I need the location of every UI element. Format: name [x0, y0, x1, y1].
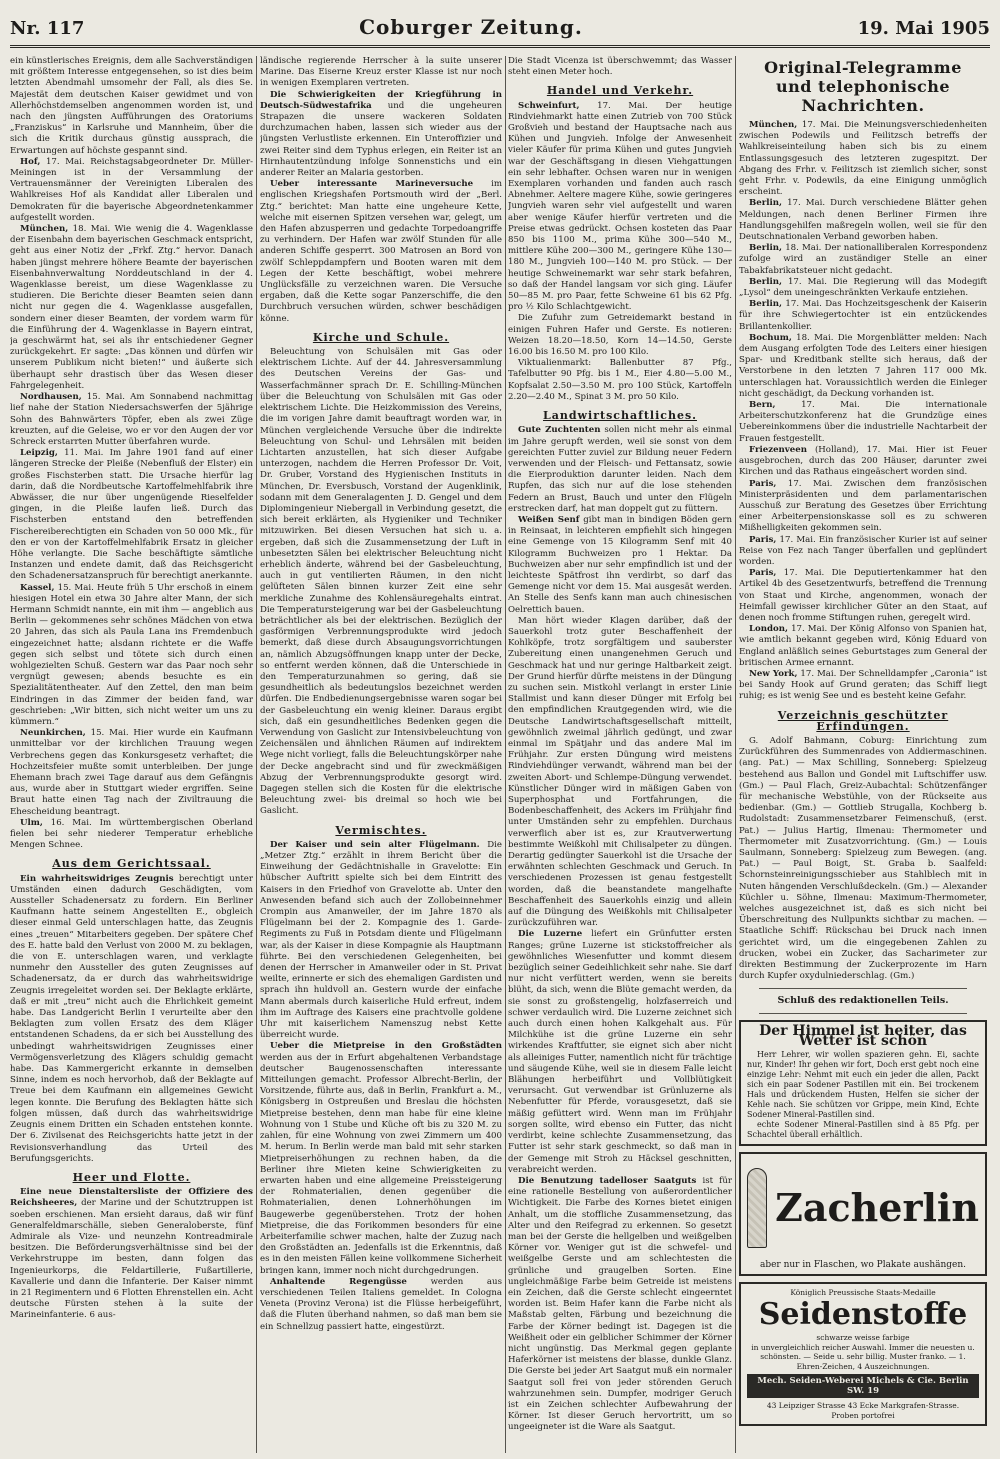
article-heading: Der Kaiser und sein alter Flügelmann.: [270, 839, 480, 850]
article-text: G. Adolf Bahmann, Coburg: Einrichtung zum Zurückführen des Summenrades von Addiermaschinen. (ang. Pat.) — Max Schilling, Sonneberg: Spielzeug bestehend aus Ballon und Gondel mit Luftschiffer usw. (Gm.) — Paul Flach, Greiz-Aubachtal: Schützenfänger für mechanische Webstühle, von der Rückseite aus bedienbar. (Gm.) — Gottlieb Strugalla, Kochberg b. Rudolstadt: Zusammensetzbarer Feimenschuß, (erst. Pat.) — Julius Hartig, Ilmenau: Thermometer und Thermometer mit Zusatzvorrichtung. (Gm.) — Louis Saulmann, Sonneberg: Spielzeug zum Bewegen. (ang. Pat.) — Paul Boigt, St. Graba b. Saalfeld: Schornsteinreinigungsschieber aus Stahlblech mit in Nuten hängenden Verschlußdeckeln. (Gm.) — Alexander Küchler u. Söhne, Ilmenau: Maximum-Thermometer, welches ausgezeichnet ist, daß es sich nicht bei Überschreitung des Nullpunkts sichtbar zu machen. — Staatliche Schiff: Rückschau bei Druck nach innen gerichtet wird, um die eingegebenen Zahlen zu drucken, wobei ein Zucker, das Sacharimeter zur direkten Bestimmung der Zuckerprozente im Harn durch Kupfer oxydulniederschlag. (Gm.): [739, 735, 987, 982]
place-heading: Leipzig,: [20, 448, 58, 459]
column-2: [260, 56, 502, 1453]
news-item: Hof, 17. Mai. Reichstagsabgeordneter Dr. Müller-Meiningen ist in der Versammlung der Vertrauensmänner der Vereinigten Liberalen des Wahlkreises Hof als Kandidat aller Liberalen und Demokraten für die bayerische Abgeordnetenkammer aufgestellt worden.: [10, 156, 253, 223]
place-heading: Nordhausen,: [20, 392, 82, 403]
ad-note: Proben portofrei: [831, 1410, 895, 1420]
place-heading: Ulm,: [20, 817, 43, 828]
ad-text: in unvergleichlich reicher Auswahl. Immer die neuesten u. schönsten. — Seide u. sehr billig. Muster franko. — 1. Ehren-Zeichen, 4 Auszeichnungen.: [751, 1342, 975, 1371]
news-item: Neunkirchen, 15. Mai. Hier wurde ein Kaufmann unmittelbar vor der kirchlichen Trauung wegen Verbrechens gegen das Konkursgesetz verhaftet; die Hochzeitsfeier mußte somit unterbleiben. Der junge Ehemann brach zwei Tage darauf aus dem Gefängnis aus, wurde aber in Stuttgart wieder ergriffen. Seine Braut hatte einen Tag nach der Ziviltrauung die Ehescheidung beantragt.: [10, 728, 253, 817]
place-heading: Hof,: [20, 156, 41, 167]
article-heading: Ein wahrheitswidriges Zeugnis: [20, 873, 174, 884]
news-item: Nordhausen, 15. Mai. Am Sonnabend nachmittag lief nahe der Station Niedersachswerfen der 5jährige Sohn des Bahnwärters Töpfer, eben als zwei Züge kreuzten, auf die Geleise, wo er vor den Augen der vor Schreck erstarrten Mutter überfahren wurde.: [10, 392, 253, 447]
column-4: [739, 56, 987, 1453]
article-heading: Gute Zuchtenten: [518, 425, 601, 436]
ad-brand-name: Seidenstoffe: [758, 1297, 968, 1333]
news-item: Weißen Senf gibt man in bindigen Böden gern in Reinsaat, in leichteren empfiehlt sich hingegen eine Gemenge von 15 Kilogramm Senf mit 40 Kilogramm Buchweizen pro 1 Hektar. Da Buchweizen aber nur sehr empfindlich ist und der leichteste Spätfrost ihn verdirbt, so darf das Gemenge nicht vor dem 15. Mai ausgesät werden. An Stelle des Senfs kann man auch chinesischen Oelrettich bauen.: [508, 514, 732, 615]
article-heading: Die Luzerne: [518, 929, 583, 940]
place-heading: Schweinfurt,: [518, 100, 580, 111]
section-heading-agriculture: Landwirtschaftliches.: [543, 409, 697, 423]
article-text: Man hört wieder Klagen darüber, daß der Sauerkohl trotz guter Beschaffenheit der Kohlköpfe, trotz sorgfältigem und sauberster Zubereitung einen unangenehmen Geruch und Geschmack hat und nur geringe Haltbarkeit zeigt. Der Grund hierfür dürfte meistens in der Düngung zu suchen sein. Mistkohl verlangt in erster Linie Stallmist und kann dieser Dünger mit Erfolg bei den empfindlichen Krautgegenden wird, wie die Deutsche Landwirtschaftsgesellschaft mitteilt, gewöhnlich zweimal jährlich gedüngt, und zwar einmal im Spätjahr und das andere Mal im Frühjahr. Zur ersten Düngung wird meistens Rindviehdünger verwandt, während man bei der zweiten Abort- und Schlempe-Düngung verwendet. Künstlicher Dünger wird in mäßigen Gaben von Superphosphat und Fortfahrungen, die Bodenbeschaffenheit, des Ackers im Frühjahr find unter Umständen sehr zu empfehlen. Durchaus verwerflich aber ist es, zur Krautverwertung bestimmte Weißkohl mit Chilisalpeter zu düngen. Derartig gedüngter Sauerkohl ist die Ursache der erwähnten schlechten Geschmack und Geruch. In verschiedenen Prozessen ist genau festgestellt worden, daß die beanstandete mangelhafte Beschaffenheit des Sauerkohls einzig und allein auf die Düngung des Weißkohls mit Chilisalpeter zurückzuführen war.: [508, 615, 732, 929]
place-heading: München,: [749, 120, 798, 130]
advertisement-sodener: [739, 1020, 987, 1146]
place-heading: München,: [20, 224, 69, 235]
news-item: Ueber die Mietpreise in den Großstädten werden aus der in Erfurt abgehaltenen Verbandstage deutscher Baugenossenschaften interessante Mitteilungen gemacht. Professor Albrecht-Berlin, der Vorsitzende, führte aus, daß in Berlin, Frankfurt a. M., Königsberg in Ostpreußen und Breslau die höchsten Mietpreise bestehen, denn man habe für eine kleine Wohnung von 1 Stube und Küche oft bis zu 320 M. zu zahlen, für eine Wohnung von zwei Zimmern um 400 M. herum. In Berlin werde man bald mit sehr starken Mietpreiserhöhungen zu rechnen haben, da die Berliner ihre Mieten keine Schwierigkeiten zu erwarten haben und eine allgemeine Preissteigerung der Rohmaterialien, denen gegenüber die Rohmaterialien, denen Lohnerhöhungen im Baugewerbe gegenüberstehen. Trotz der hohen Mietpreise, die das Forikommen besonders für eine Arbeiterfamilie schwer machen, halte der Zuzug nach den Großstädten an. Jedenfalls ist die Erkenntnis, daß es in den meisten Fällen keine vollkommene Sicherheit bringen kann, immer noch nicht durchgedrungen.: [260, 1041, 502, 1276]
article-heading: Die Schwierigkeiten der Kriegführung in Deutsch-Südwestafrika: [260, 89, 502, 111]
section-heading-trade: Handel und Verkehr.: [546, 84, 694, 98]
news-item: Gute Zuchtenten sollen nicht mehr als einmal im Jahre gerupft werden, weil sie sonst von dem gereichten Futter zuviel zur Bildung neuer Federn verwenden und der Fleisch- und Fettansatz, sowie die Eierproduktion darunter leiden. Nach dem Rupfen, das sich nur auf die lose stehenden Federn an Brust, Bauch und unter den Flügeln erstrecken darf, hat man doppelt gut zu füttern.: [508, 425, 732, 514]
ad-address: 43 Leipziger Strasse 43 Ecke Markgrafen-Strasse.: [766, 1401, 960, 1411]
place-heading: Paris,: [749, 478, 777, 489]
place-heading: Paris,: [749, 568, 777, 579]
ad-award: Königlich Preussische Staats-Medaille: [790, 1287, 936, 1297]
ad-tagline: aber nur in Flaschen, wo Plakate aushängen.: [759, 1259, 967, 1270]
figure-illustration-icon: [747, 1168, 767, 1248]
telegram-item: Paris, 17. Mai. Die Deputiertenkammer hat den Artikel 4b des Gesetzentwurfs, betreffend die Trennung von Staat und Kirche, angenommen, wonach der Heimfall gewisser kirchlicher Güter an den Staat, auf denen noch fromme Stiftungen ruhen, geregelt wird.: [739, 568, 987, 623]
news-item: München, 18. Mai. Wie wenig die 4. Wagenklasse der Eisenbahn dem bayerischen Geschmack entspricht, geht aus einer Notiz der „Frkf. Ztg.“ hervor. Danach haben jüngst mehrere höhere Beamte der bayerischen Eisenbahnverwaltung Norddeutschland in der 4. Wagenklasse bereist, um diese Wagenklasse zu studieren. Die Berichte dieser Beamten seien dann nicht nur gegen die 4. Wagenklasse ausgefallen, sondern einer dieser Beamten, der vordem warm für die Einführung der 4. Wagenklasse in Bayern eintrat, ja geschwärmt hat, sei als ihr entschiedener Gegner zurückgekehrt. Er sagte: „Das können und dürfen wir unserem Publikum nicht bieten!“ und äußerte sich überhaupt sehr drastisch über das Wesen dieser Fahrgelegenheit.: [10, 224, 253, 391]
article-text: ein künstlerisches Ereignis, dem alle Sachverständigen mit größtem Interesse entgegensehen, so ist dies beim letzten Abendmahl umsomehr der Fall, als dies Se. Majestät dem deutschen Kaiser gewidmet und von Allerhöchstdemselben angenommen worden ist, und nach den jüngsten Aufführungen des Oratoriums „Franziskus“ in Karlsruhe und Mannheim, über die sich die Kritik durchaus günstig aussprach, die Erwartungen auf höchste gespannt sind.: [10, 56, 253, 156]
masthead: [10, 8, 990, 48]
news-item: Die Schwierigkeiten der Kriegführung in Deutsch-Südwestafrika und die ungeheuren Strapazen die unsere wackeren Soldaten durchzumachen haben, lassen sich wieder aus der jüngsten Verlustliste erkennen. Ein Unteroffizier und zwei Reiter sind dem Typhus erlegen, ein Reiter ist an Hirnhautentzündung infolge Sonnenstichs und ein anderer Reiter an Malaria gestorben.: [260, 89, 502, 179]
section-heading-inventions: Verzeichnis geschützter Erfindungen.: [777, 708, 949, 733]
article-heading: Ueber die Mietpreise in den Großstädten: [270, 1041, 502, 1052]
place-heading: New York,: [749, 668, 798, 679]
divider: [759, 1013, 967, 1014]
end-of-editorial: Schluß des redaktionellen Teils.: [777, 995, 949, 1007]
section-heading-miscellaneous: Vermischtes.: [335, 823, 427, 837]
telegram-item: London, 17. Mai. Der König Alfonso von Spanien hat, wie amtlich bekannt gegeben wird, König Eduard von England anläßlich seines Geburtstages zum General der britischen Armee ernannt.: [739, 624, 987, 668]
place-heading: Neunkirchen,: [20, 728, 86, 739]
article-heading: Anhaltende Regengüsse: [270, 1276, 407, 1287]
news-item: Anhaltende Regengüsse werden aus verschiedenen Teilen Italiens gemeldet. In Cologna Veneta (Provinz Verona) ist die Flüsse herbeigeführt, daß die Fluten überhand nahmen, so daß man bem sie ein Schnellzug passiert hatte, eingestürzt.: [260, 1276, 502, 1332]
ad-poem: Herr Lehrer, wir wollen spazieren gehn. Ei, sachte nur, Kinder! Ihr gehen wir fort, Doch erst gebt noch eine einzige Lehr: Nehmt mit euch ein jeder die allen, Packt sich ein paar Sodener Pastillen mit ein. Bei trockenem Hals und drückendem Husten, Helfen sie sicher der Kehle nach. Sie schützen vor Grippe, mein Kind, Echte Sodener Mineral-Pastillen sind.: [747, 1049, 979, 1119]
ad-footer: echte Sodener Mineral-Pastillen sind à 85 Pfg. per Schachtel überall erhältlich.: [747, 1119, 979, 1139]
place-heading: Friezenveen: [749, 444, 807, 455]
place-heading: Berlin,: [749, 299, 783, 310]
telegram-item: Bern, 17. Mai. Die internationale Arbeiterschutzkonferenz hat die Grundzüge eines Uebereinkommens über die industrielle Nachtarbeit der Frauen festgestellt.: [739, 400, 987, 444]
ad-zacherlin-body: [747, 1158, 979, 1258]
ad-brand-name: Zacherlin: [775, 1184, 979, 1230]
article-heading: Weißen Senf: [518, 514, 580, 525]
telegram-item: Berlin, 18. Mai. Der nationalliberalen Korrespondenz zufolge wird an zuständiger Stelle an einer Tabakfabrikatsteuer nicht gedacht.: [739, 243, 987, 276]
article-text: Beleuchtung von Schulsälen mit Gas oder elektrischem Lichte. Auf der 44. Jahresversammlung des Deutschen Vereins der Gas- und Wasserfachmänner sprach Dr. E. Schilling-München über die Beleuchtung von Schulsälen mit Gas oder elektrischem Lichte. Die Heizkommission des Vereins, die im vorigen Jahre damit beauftragt worden war, in München vergleichende Versuche über die indirekte Beleuchtung von Schul- und Lehrsälen mit beiden Lichtarten anzustellen, hat sich dieser Aufgabe unterzogen, nachdem die Herren Professor Dr. Voit, Dr. Gruber, Vorstand des Hygienischen Instituts in München, Dr. Eversbusch, Vorstand der Augenklinik, sodann mit dem Generalagenten J. D. Gengel und dem Diplomingenieur Niebergall in Verbindung gesetzt, die sich bereit erklärten, als Hygieniker und Techniker mitzuwirken. Bei diesen Versuchen hat sich u. a. ergeben, daß sich die Zusammensetzung der Luft in unbesetzten Sälen bei elektrischer Beleuchtung nicht erheblich änderte, während bei der Gasbeleuchtung, auch in gut ventilierten Räumen, in den nicht gelüfteten Sälen binnen kurzer Zeit eine sehr merkliche Zunahme des Kohlensäuregehalts eintrat. Die Temperatursteigerung war bei der Gasbeleuchtung beträchtlicher als bei der elektrischen. Bezüglich der gasförmigen Verbrennungsprodukte wird jedoch bemerkt, daß diese durch Absaugungsvorrichtungen an, nämlich Abzugsöffnungen knapp unter der Decke, so entfernt werden können, daß die Unterschiede in den Temperaturzunahmen so gering, daß sie gesundheitlich als bedeutungslos bezeichnet werden dürfen. Die Endbedienungsergebnisse waren sogar bei der Gasbeleuchtung ein wenig kleiner. Daraus ergibt sich, daß ein gesundheitliches Bedenken gegen die Verwendung von Gaslicht zur Intensivbeleuchtung von Zeichensälen und ähnlichen Räumen auf indirektem Wege nicht vorliegt, falls die Beleuchtungskörper nahe der Decke angebracht sind und für zweckmäßigen Abzug der Verbrennungsprodukte gesorgt wird. Dagegen stellen sich die Kosten für die elektrische Beleuchtung zwei- bis dreimal so hoch wie bei Gaslicht.: [260, 347, 502, 817]
article-text: Die Zufuhr zum Getreidemarkt bestand in einigen Fuhren Hafer und Gerste. Es notieren: Weizen 18.20—18.50, Korn 14—14.50, Gerste 16.00 bis 16.50 M. pro 100 Kilo.: [508, 313, 732, 358]
place-heading: Paris,: [749, 534, 777, 545]
column-1: [10, 56, 253, 1453]
place-heading: Berlin,: [749, 198, 783, 209]
news-item: Leipzig, 11. Mai. Im Jahre 1901 fand auf einer längeren Strecke der Pleiße (Nebenfluß der Elster) ein großes Fischsterben statt. Die Ursache hierfür lag darin, daß die Nordbeutsche Kartoffelmehlfabrik ihre Abwässer, die nur über ungenügende Rieselfelder gingen, in die Pleiße laufen ließ. Durch das Fischsterben entstand den betreffenden Fischereiberechtigten ein Schaden von 50 000 Mk., für den er von der Kartoffelmehlfabrik Ersatz in gleicher Höhe verlangte. Die Sache beschäftigte sämtliche Instanzen und endete damit, daß das Reichsgericht den Schadenersatzanspruch für berechtigt anerkannte.: [10, 448, 253, 582]
column-rule: [256, 56, 257, 1453]
news-item: Die Luzerne liefert ein Grünfutter ersten Ranges; grüne Luzerne ist stickstoffreicher als gewöhnliches Wiesenfutter und kommt diesem bezüglich seiner Gedeihlichkeit sehr nahe. Sie darf nur nicht verfüttert werden, wenn sie bereits blüht, da sich, wenn die Blüte gemacht werden, da sie sonst zu großstengelig, holzfaserreich und schwer verdaulich wird. Die Luzerne zeichnet sich auch durch einen hohen Kalkgehalt aus. Für Milchkühe ist die grüne Luzerne ein sehr wirkendes Kraftfutter, sie eignet sich aber nicht als alleiniges Futter, namentlich nicht für trächtige und säugende Kühe, weil sie in diesem Falle leicht Blähungen herbeiführt und Vollblütigkeit verursacht. Gut verwendbar ist Grünluzerne als Nebenfutter für Pferde, vorausgesetzt, daß sie mäßig gefüttert wird. Wenn man im Frühjahr sorgen sollte, wird ebenso ein Futter, das nicht verdirbt, keine schlechte Zusammensetzung, das Futter ist sehr stark geschmeckt, so daß man in der Gemenge mit Stroh zu Häcksel geschnitten, verabreicht werden.: [508, 929, 732, 1175]
column-rule: [505, 56, 506, 1453]
article-heading: Eine neue Dienstaltersliste der Offiziere des Reichsheeres,: [10, 1187, 253, 1209]
place-heading: Berlin,: [749, 243, 783, 254]
article-heading: Ueber interessante Marineversuche: [270, 179, 474, 190]
telegram-item: New York, 17. Mai. Der Schnelldampfer „Caronia“ ist bei Sandy Hook auf Grund geraten; das Schiff liegt ruhig; es ist wenig See und es besteht keine Gefahr.: [739, 668, 987, 702]
place-heading: Berlin,: [749, 276, 783, 287]
telegram-item: München, 17. Mai. Die Meinungsverschiedenheiten zwischen Podewils und Feilitzsch betreffs der Wahlkreiseinteilung haben sich bis zu einem Entlassungsgesuch des letzteren zugespitzt. Der Abgang des Frhr. v. Feilitzsch ist ziemlich sicher, sonst geht Frhr. v. Podewils, da eine Einigung unmöglich erscheint.: [739, 120, 987, 198]
telegram-item: Paris, 17. Mai. Zwischen dem französischen Ministerpräsidenten und dem parlamentarischen Ausschuß zur Beratung des Gesetzes über Errichtung einer Arbeiterpensionskasse soll es zu schweren Mißhelligkeiten gekommen sein.: [739, 478, 987, 534]
news-item: Kassel, 15. Mai. Heute früh 5 Uhr erschoß in einem hiesigen Hotel ein etwa 30 Jahre alter Mann, der sich Hermann Schmidt nannte, ein mit ihm — angeblich aus Berlin — gekommenes sehr schönes Mädchen von etwa 20 Jahren, das sich als Paula Lana ins Fremdenbuch eingezeichnet hatte; alsdann richtete er die Waffe gegen sich selbst und tötete sich durch einen wohlgezielten Schuß. Gestern war das Paar noch sehr vergnügt gewesen; abends besuchte es ein Spezialitätentheater. Auf den Zettel, den man beim Eindringen in das Zimmer der beiden fand, war geschrieben: „Wir bitten, sich nicht weiter um uns zu kümmern.“: [10, 582, 253, 727]
news-item: Ueber interessante Marineversuche im englischen Kriegshafen Portsmouth wird der „Berl. Ztg.“ berichtet: Man hatte eine ungeheure Kette, welche mit eisernen Spitzen versehen war, gelegt, um den Hafen abzusperren und gedachte Torpedoangriffe zu verhindern. Der Hafen war zwölf Stunden für alle anderen Schiffe gesperrt. 300 Matrosen an Bord von zwölf Schleppdampfern und Booten waren mit dem Legen der Kette beschäftigt, wobei mehrere Unglücksfälle zu verzeichnen waren. Die Versuche ergaben, daß die Kette sogar Panzerschiffe, die den Durchbruch versuchen würden, schwer beschädigen könne.: [260, 179, 502, 324]
news-item: Der Kaiser und sein alter Flügelmann. Die „Metzer Ztg.“ erzählt in ihrem Bericht über die Einweihung der Gedächtnishalle in Gravelotte: Ein hübscher Auftritt spielte sich bei dem Eintritt des Kaisers in den Friedhof von Gravelotte ab. Unter den Anwesenden befand sich auch der Zollobeinnehmer Crompin aus Amanweiler, der im Jahre 1870 als Flügelmann bei der 2. Kompagnie des 1. Garde-Regiments zu Fuß in Potsdam diente und Flügelmann war, als der Kaiser in diese Kompagnie als Hauptmann führte. Bei den verschiedenen Gelegenheiten, bei denen der Herrscher in Amanweiler oder in St. Privat weilte, erinnerte er sich des ehemaligen Gardisten und sprach ihn huldvoll an. Gestern wurde der einfache Mann abermals durch kaiserliche Huld erfreut, indem ihm im Auftrage des Kaisers eine prachtvolle goldene Uhr mit kaiserlichem Namenszug nebst Kette überreicht wurde.: [260, 839, 502, 1041]
article-text: Die Stadt Vicenza ist überschwemmt; das Wasser steht einen Meter hoch.: [508, 56, 732, 78]
advertisement-seidenstoffe: [739, 1282, 987, 1427]
place-heading: London,: [749, 624, 789, 635]
article-text: ländische regierende Herrscher à la suite unserer Marine. Das Eiserne Kreuz erster Klasse ist nur noch in wenigen Exemplaren vertreten.: [260, 56, 502, 89]
place-heading: Bern,: [749, 400, 776, 411]
ad-firm-name: Mech. Seiden-Weberei Michels & Cie. Berlin SW. 19: [747, 1374, 979, 1398]
news-item: Ein wahrheitswidriges Zeugnis berechtigt unter Umständen einen dadurch Geschädigten, vom Aussteller Schadenersatz zu fordern. Ein Berliner Kaufmann hatte seinem Angestellten E., obgleich dieser einmal Geld unterschlagen hatte, das Zeugnis eines „treuen“ Mitarbeiters gegeben. Der spätere Chef des E. hatte bald den Verlust von 2000 M. zu beklagen, die von E. unterschlagen waren, und verklagte nunmehr den Aussteller des guten Zeugnisses auf Schadenersatz, da er durch das wahrheitswidrige Zeugnis irregeleitet worden sei. Der Beklagte erklärte, daß er mit „treu“ nicht auch die Ehrlichkeit gemeint habe. Das Landgericht Berlin I verurteilte aber den Beklagten zum vollen Ersatz des dem Kläger entstandenen Schadens, da er sich bei Ausstellung des unbedingt wahrheitswidrigen Zeugnisses einer Vermögensverletzung des Klägers schuldig gemacht habe. Das Kammergericht erkannte in demselben Sinne, indem es noch hervorhob, daß der Beklagte auf Treue bei dem Kaufmann ein allgemeines Gewicht legen konnte. Die Berufung des Beklagten hätte sich folgen müssen, daß durch das wahrheitswidrige Zeugnis einem Dritten ein Schaden entstehen konnte. Der 6. Zivilsenat des Reichsgerichts hatte jetzt in der Revisionsverhandlung das Urteil des Berufungsgerichts.: [10, 873, 253, 1164]
issue-date: 19. Mai 1905: [857, 18, 990, 39]
column-3: [508, 56, 732, 1453]
newspaper-title: Coburger Zeitung.: [359, 15, 583, 39]
telegram-item: Bochum, 18. Mai. Die Morgenblätter melden: Nach dem Ausgang erfolgten Tode des Leiters einer hiesigen Spar- und Kreditbank stellte sich heraus, daß der Verstorbene in den letzten 7 Jahren 117 000 Mk. unterschlagen hat. Voraussichtlich werden die Einleger nicht geschädigt, da Deckung vorhanden ist.: [739, 332, 987, 399]
ad-headline: Der Himmel ist heiter, das Wetter ist schön: [759, 1022, 967, 1049]
news-item: Ulm, 16. Mai. Im württembergischen Oberland fielen bei sehr niederer Temperatur erhebliche Mengen Schnee.: [10, 817, 253, 851]
news-item: Die Benutzung tadelloser Saatguts ist für eine rationelle Bestellung von außerordentlicher Wichtigkeit. Die Farbe des Kornes bietet einigen Anhalt, um die stoffliche Zusammensetzung, das Alter und den Reifegrad zu erkennen. So gesetzt man bei der Gerste die hellgelben und weißgelben Körner vor. Weniger gut ist die schwefel- und weißgelbe Gerste und am schlechtesten die grünliche und graugelben Sorten. Eine ungleichmäßige Farbe beim Getreide ist meistens ein Zeichen, daß die Gerste schlecht eingeerntet worden ist. Beim Hafer kann die Farbe nicht als Maßstab gelten, Färbung und bezeichnung die Farbe der Körner bedingt ist. Dagegen ist die Weißheit oder ein gelblicher Schimmer der Körner nicht ungünstig. Das Merkmal gegen geplante Haferkörner ist meistens der blasse, dunkle Glanz. Die Gerste bei jeder Art Saatgut muß ein normaler Saatgut soll frei von jeder störenden Geruch wahrzunehmen sein. Dumpfer, modriger Geruch ist ein Zeichen schlechter Aufbewahrung der Körner. Ist dieser Geruch hervortritt, um so ungeeigneter ist die Ware als Saatgut.: [508, 1175, 732, 1433]
section-heading-army: Heer und Flotte.: [72, 1170, 191, 1184]
place-heading: Bochum,: [749, 332, 792, 343]
telegram-item: Berlin, 17. Mai. Durch verschiedene Blätter gehen Meldungen, nach denen Berliner Firmen ihre Handlungsgehilfen maßregeln wollen, weil sie für den Deutschnationalen Verband geworben haben.: [739, 198, 987, 243]
column-rule: [735, 56, 736, 1453]
article-text: Viktualienmarkt: Ballenbutter 87 Pfg., Tafelbutter 90 Pfg. bis 1 M., Eier 4.80—5.00 M., Kopfsalat 2.50—3.50 M. pro 100 Stück, Kartoffeln 2.20—2.40 M., Spinat 3 M. pro 50 Kilo.: [508, 358, 732, 402]
news-item: Eine neue Dienstaltersliste der Offiziere des Reichsheeres, der Marine und der Schutztruppen ist soeben erschienen. Man ersieht daraus, daß wir fünf Generalfeldmarschälle, sieben Generaloberste, fünf Admirale als Vize- und neunzehn Kontreadmirale besitzen. Die Beförderungsverhältnisse sind bei der Verkehrstruppe im besten, dann folgen das Ingenieurkorps, die Feldartillerie, Fußartillerie, Kavallerie und dann die Infanterie. Der Kaiser nimmt in 21 Regimentern und 6 Flotten Ehrenstellen ein. Acht deutsche Fürsten stehen à la suite der Marineinfanterie. 6 aus-: [10, 1187, 253, 1321]
telegram-item: Paris, 17. Mai. Ein französischer Kurier ist auf seiner Reise von Fez nach Tanger überfallen und geplündert worden.: [739, 534, 987, 567]
telegram-item: Friezenveen (Holland), 17. Mai. Hier ist Feuer ausgebrochen, durch das 200 Häuser, darunter zwei Kirchen und das Rathaus eingeäschert worden sind.: [739, 444, 987, 478]
telegrams-title: Original-Telegramme und telephonische Nachrichten.: [764, 58, 962, 115]
telegram-item: Berlin, 17. Mai. Das Hochzeitsgeschenk der Kaiserin für ihre Schwiegertochter ist ein entzückendes Brillantenkollier.: [739, 299, 987, 332]
advertisement-zacherlin: [739, 1152, 987, 1276]
section-heading-church-school: Kirche und Schule.: [312, 330, 450, 344]
article-heading: Die Benutzung tadelloser Saatguts: [518, 1175, 697, 1186]
issue-number: Nr. 117: [10, 18, 85, 39]
ad-colors: schwarze weisse farbige: [816, 1333, 910, 1343]
section-heading-court: Aus dem Gerichtssaal.: [52, 857, 211, 871]
news-item: Schweinfurt, 17. Mai. Der heutige Rindviehmarkt hatte einen Zutrieb von 700 Stück Großvieh und bestand der Hauptsache nach aus Kühen und Jungvieh. Infolge der Anwesenheit vieler Käufer für prima Kühen und gutes Jungvieh war der Geschäftsgang in diesen Viehgattungen ein sehr lebhafter. Ochsen waren nur in wenigen Exemplaren vorhanden und fanden auch rasch Abnehmer. Aeltere magere Kühe, sowie geringeres Jungvieh waren sehr viel aufgestellt und waren aber wenige Käufer hierfür vertreten und die Preise etwas gedrückt. Ochsen kosteten das Paar 850 bis 1100 M., prima Kühe 300—540 M., mittlere Kühe 200—300 M., geringere Kühe 130—180 M., Jungvieh 100—140 M. pro Stück. — Der heutige Schweinemarkt war sehr stark befahren, so daß der Handel langsam vor sich ging. Läufer 50—85 M. pro Paar, fette Schweine 61 bis 62 Pfg. pro ½ Kilo Schlachtgewicht.: [508, 100, 732, 313]
telegram-item: Berlin, 17. Mai. Die Regierung will das Modegift „Lysol“ dem uneingeschränkten Verkaufe entziehen.: [739, 276, 987, 299]
divider: [759, 988, 967, 989]
place-heading: Kassel,: [20, 582, 55, 593]
